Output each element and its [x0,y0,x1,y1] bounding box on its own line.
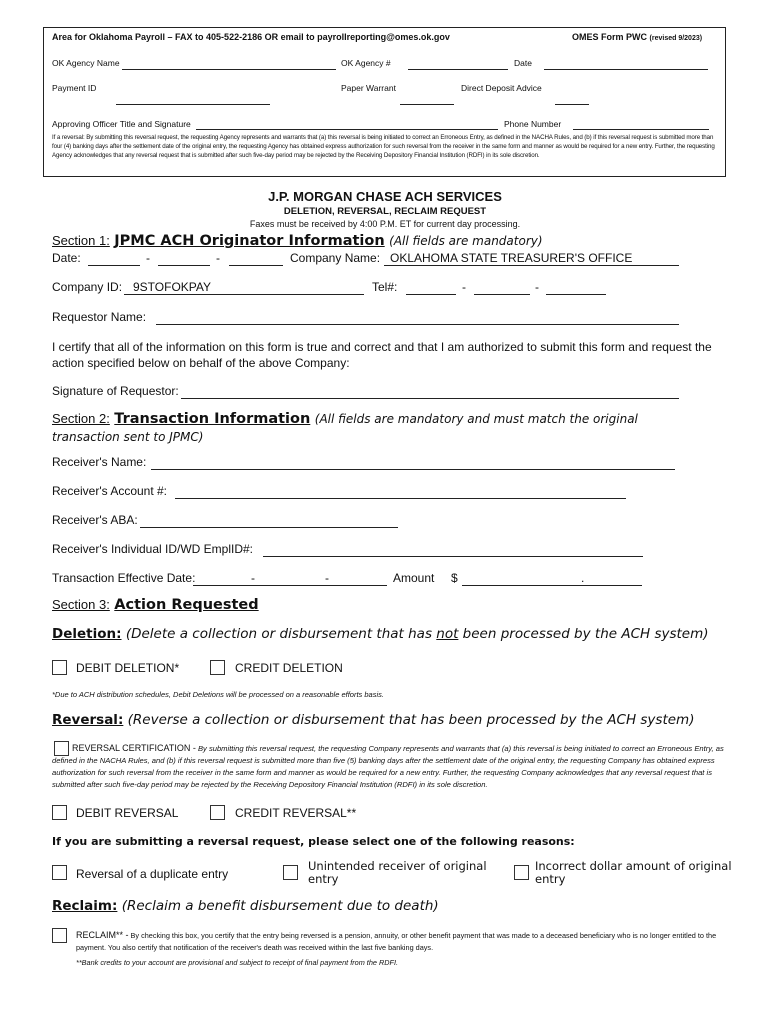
s1-date-day-field[interactable] [158,265,210,266]
approving-officer-field[interactable] [196,129,498,130]
reversal-description: (Reverse a collection or disbursement that has been processed by the ACH system) [127,712,695,728]
requestor-signature-field[interactable] [181,398,679,399]
effective-date-dash-2: - [325,571,329,585]
receiver-account-label: Receiver's Account #: [52,484,168,498]
section1-number: Section 1: [52,233,110,248]
date-label: Date [514,58,532,68]
approving-officer-label: Approving Officer Title and Signature [52,119,191,129]
section1-note: (All fields are mandatory) [389,234,543,248]
amount-label: Amount [393,571,435,585]
ok-agency-name-field[interactable] [122,69,336,70]
requestor-name-label: Requestor Name: [52,310,147,324]
company-name-field[interactable] [384,265,679,266]
page-subtitle: DELETION, REVERSAL, RECLAIM REQUEST [283,206,487,217]
section3-number: Section 3: [52,597,110,612]
tel-prefix-field[interactable] [474,294,530,295]
section1-title: JPMC ACH Originator Information [114,233,385,249]
receiver-name-field[interactable] [151,469,675,470]
ok-agency-num-field[interactable] [408,69,508,70]
company-name-value: OKLAHOMA STATE TREASURER'S OFFICE [390,251,633,265]
requestor-signature-label: Signature of Requestor: [52,384,179,398]
s1-date-label: Date: [52,251,81,265]
deletion-footnote: *Due to ACH distribution schedules, Debit Deletions will be processed on a reasonable efforts basis. [52,690,384,699]
tel-line-field[interactable] [546,294,606,295]
debit-deletion-checkbox[interactable] [52,660,67,675]
tel-area-field[interactable] [406,294,456,295]
deletion-heading [52,626,709,642]
reversal-title: Reversal: [52,712,124,728]
page-title: J.P. MORGAN CHASE ACH SERVICES [268,189,502,204]
reason-unintended-checkbox[interactable] [283,865,298,880]
payroll-fax-header: Area for Oklahoma Payroll – FAX to 405-522-2186 OR email to payrollreporting@omes.ok.gov [52,32,450,42]
tel-dash-1: - [462,280,466,294]
company-id-value: 9STOFOKPAY [133,280,212,294]
agency-info-box [43,27,726,177]
reclaim-checkbox[interactable] [52,928,67,943]
receiver-id-label: Receiver's Individual ID/WD EmplID#: [52,542,254,556]
tel-label: Tel#: [372,280,398,294]
dollar-sign: $ [451,571,458,585]
paper-warrant-label: Paper Warrant [341,83,396,93]
debit-reversal-checkbox[interactable] [52,805,67,820]
payment-id-label: Payment ID [52,83,97,93]
section2-note-cont: transaction sent to JPMC) [52,430,204,444]
section2-heading [52,410,638,428]
phone-number-label: Phone Number [504,119,562,129]
tel-dash-2: - [535,280,539,294]
reclaim-certification-text [76,929,736,954]
section2-number: Section 2: [52,411,110,426]
receiver-id-field[interactable] [263,556,643,557]
reason-incorrect-label: Incorrect dollar amount of original entry [535,859,732,886]
effective-date-dash-1: - [251,571,255,585]
receiver-aba-label: Receiver's ABA: [52,513,138,527]
company-name-label: Company Name: [290,251,381,265]
company-id-field[interactable] [124,294,364,295]
requestor-name-field[interactable] [156,324,679,325]
effective-date-label: Transaction Effective Date: [52,571,196,585]
fax-deadline-note: Faxes must be received by 4:00 P.M. ET for current day processing. [249,219,521,229]
amount-decimal: . [581,571,585,585]
agency-reversal-disclaimer: If a reversal: By submitting this reversal request, the requesting Agency represents and warrants that (a) this reversal is being initiated to correct an Erroneous Entry, as defined in the NACHA Rules, and (b) if this reversal request is submitted more than four (4) banking days after the settlement date of the original entry, the requesting Agency has obtained express authorization for such reversal from the receiver in the same form and manner as would be required for a new entry. Further, the requesting Agency acknowledges that any reversal request that is submitted after such five-day period may be rejected by the Receiving Depository Financial Institution (RDFI) in its sole discretion. [52,134,715,159]
form-number-text: OMES Form PWC [572,32,648,42]
direct-deposit-label: Direct Deposit Advice [461,83,542,93]
bank-credit-note: **Bank credits to your account are provisional and subject to receipt of final payment from the RDFI. [76,958,399,967]
debit-reversal-label: DEBIT REVERSAL [76,806,179,820]
section2-title: Transaction Information [114,411,311,427]
ok-agency-name-label: OK Agency Name [52,58,120,68]
certification-statement: I certify that all of the information on this form is true and correct and that I am authorized to submit this form and request the action specified below on behalf of the above Company: [52,340,712,370]
deletion-desc-part2: been processed by the ACH system) [458,626,709,642]
deletion-description [126,626,709,642]
receiver-account-field[interactable] [175,498,626,499]
section2-note: (All fields are mandatory and must match the original [314,412,638,426]
deletion-desc-part1: (Delete a collection or disbursement that has [125,626,437,642]
effective-date-field[interactable] [193,585,387,586]
receiver-aba-field[interactable] [140,527,398,528]
section2-heading-cont [52,428,203,446]
phone-number-field[interactable] [573,129,709,130]
company-id-label: Company ID: [52,280,123,294]
payment-id-field[interactable] [116,104,270,105]
s1-date-dash-1: - [146,251,150,265]
amount-field[interactable] [462,585,642,586]
reversal-certification-text [52,742,742,791]
reversal-heading [52,712,694,728]
s1-date-month-field[interactable] [88,265,140,266]
reversal-cert-caption: REVERSAL CERTIFICATION - [72,743,196,753]
section1-heading [52,232,543,250]
debit-deletion-label: DEBIT DELETION* [76,661,180,675]
reclaim-description: (Reclaim a benefit disbursement due to death) [121,898,439,914]
reclaim-caption: RECLAIM** - [76,930,129,940]
direct-deposit-field[interactable] [555,104,589,105]
section3-title: Action Requested [114,597,259,613]
credit-deletion-label: CREDIT DELETION [235,661,343,675]
form-revision: (revised 9/2023) [649,35,703,42]
credit-deletion-checkbox[interactable] [210,660,225,675]
reason-incorrect-checkbox[interactable] [514,865,529,880]
reason-duplicate-label: Reversal of a duplicate entry [76,867,229,881]
paper-warrant-field[interactable] [400,104,454,105]
reversal-reasons-heading: If you are submitting a reversal request, please select one of the following reasons: [52,835,575,848]
deletion-not: not [436,626,459,642]
form-number [572,32,702,42]
reason-unintended-label: Unintended receiver of original entry [308,859,487,886]
date-field[interactable] [544,69,708,70]
ok-agency-num-label: OK Agency # [341,58,391,68]
reason-duplicate-checkbox[interactable] [52,865,67,880]
deletion-title: Deletion: [52,626,122,642]
s1-date-year-field[interactable] [229,265,283,266]
credit-reversal-label: CREDIT REVERSAL** [235,806,357,820]
reclaim-heading [52,898,439,914]
receiver-name-label: Receiver's Name: [52,455,147,469]
section3-heading [52,596,259,614]
reclaim-title: Reclaim: [52,898,118,914]
s1-date-dash-2: - [216,251,220,265]
credit-reversal-checkbox[interactable] [210,805,225,820]
reclaim-body: By checking this box, you certify that the entry being reversed is a pension, annuity, or other benefit payment that was made to a deceased beneficiary who is no longer entitled to the payment. You also certify that notification of the receiver's death was received within the last five banking days. [76,931,717,952]
reversal-cert-body: By submitting this reversal request, the requesting Company represents and warrants that (a) this reversal is being initiated to correct an Erroneous Entry, as defined in the NACHA Rules, and (b) if this reversal request is submitted more than five (5) banking days after the settlement date of the original entry, the requesting Company has obtained express authorization for such reversal from the receiver in the same form and manner as would be required for a new entry. Further, the requesting Company acknowledges that any reversal request that is submitted after such five-day period may be rejected by the Receiving Depository Financial Institution (RDFI) in its sole discretion. [52,744,724,789]
